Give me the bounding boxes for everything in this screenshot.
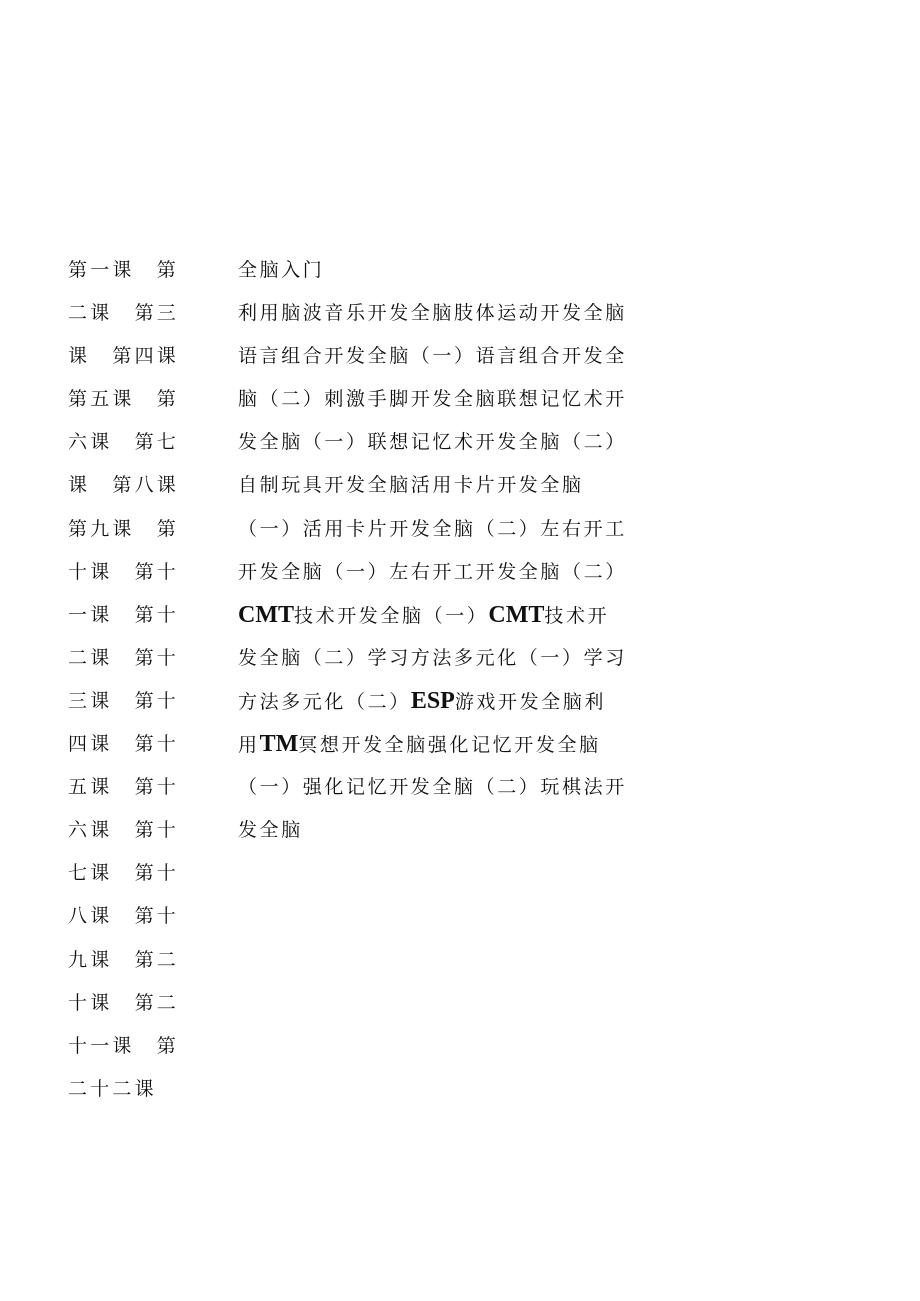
- title-text: 自制玩具开发全脑活用卡片开发全脑: [238, 474, 584, 497]
- latin-term: TM: [259, 731, 299, 758]
- lesson-number-line: 课 第八课: [68, 474, 180, 497]
- lesson-title-line: [238, 594, 648, 637]
- title-text: 全脑入门: [238, 259, 325, 281]
- lesson-title-column: [238, 249, 648, 852]
- title-text: 开发全脑（一）左右开工开发全脑（二）: [238, 560, 627, 583]
- title-text: 用: [238, 734, 260, 757]
- lesson-title-line: [238, 249, 648, 292]
- title-text: （一）活用卡片开发全脑（二）左右开工: [238, 517, 627, 540]
- lesson-title-line: [238, 680, 648, 723]
- lesson-title-line: [238, 766, 648, 809]
- title-text: 技术开: [544, 604, 610, 627]
- lesson-number-line: 二课 第三: [68, 302, 180, 325]
- lesson-number-line: 五课 第十: [68, 776, 180, 799]
- lesson-number-line: 十课 第二: [68, 991, 180, 1014]
- title-text: 利用脑波音乐开发全脑肢体运动开发全脑: [238, 302, 627, 325]
- title-text: 游戏开发全脑利: [454, 690, 607, 713]
- lesson-title-line: [238, 637, 648, 680]
- title-text: 方法多元化（二）: [238, 690, 411, 713]
- title-text: 发全脑（一）联想记忆术开发全脑（二）: [238, 431, 627, 454]
- lesson-title-line: [238, 551, 648, 594]
- lesson-title-line: [238, 508, 648, 551]
- lesson-number-line: 二十二课: [68, 1077, 157, 1100]
- latin-term: CMT: [238, 601, 294, 628]
- title-text: 冥想开发全脑强化记忆开发全脑: [298, 734, 601, 757]
- latin-term: CMT: [488, 601, 545, 628]
- lesson-number-line: 六课 第十: [68, 819, 180, 842]
- lesson-title-line: [238, 421, 648, 464]
- lesson-number-line: 八课 第十: [68, 905, 180, 928]
- lesson-title-line: [238, 378, 648, 421]
- lesson-title-line: [238, 292, 648, 335]
- lesson-number-line: 第一课 第: [68, 259, 180, 281]
- lesson-number-line: 七课 第十: [68, 862, 180, 885]
- lesson-title-line: [238, 335, 648, 378]
- lesson-number-line: 二课 第十: [68, 646, 180, 669]
- lesson-number-line: 十课 第十: [68, 560, 180, 583]
- title-text: （一）强化记忆开发全脑（二）玩棋法开: [238, 776, 627, 799]
- lesson-number-line: 第九课 第: [68, 517, 180, 540]
- lesson-number-column: [68, 249, 198, 1111]
- latin-term: ESP: [410, 687, 455, 714]
- lesson-number-line: 六课 第七: [68, 431, 180, 454]
- title-text: 技术开发全脑（一）: [294, 604, 489, 627]
- lesson-number-line: 九课 第二: [68, 948, 180, 971]
- title-text: 脑（二）刺激手脚开发全脑联想记忆术开: [238, 388, 627, 411]
- lesson-number-line: 课 第四课: [68, 345, 180, 368]
- lesson-title-line: [238, 809, 648, 852]
- lesson-number-line: 一课 第十: [68, 603, 180, 626]
- title-text: 语言组合开发全脑（一）语言组合开发全: [238, 345, 627, 368]
- lesson-title-line: [238, 464, 648, 507]
- title-text: 发全脑: [238, 819, 303, 842]
- lesson-number-line: 第五课 第: [68, 388, 180, 411]
- lesson-number-line: 三课 第十: [68, 689, 180, 712]
- title-text: 发全脑（二）学习方法多元化（一）学习: [238, 646, 627, 669]
- lesson-title-line: [238, 723, 648, 766]
- lesson-number-line: 四课 第十: [68, 733, 180, 756]
- lesson-number-line: 十一课 第: [68, 1034, 180, 1057]
